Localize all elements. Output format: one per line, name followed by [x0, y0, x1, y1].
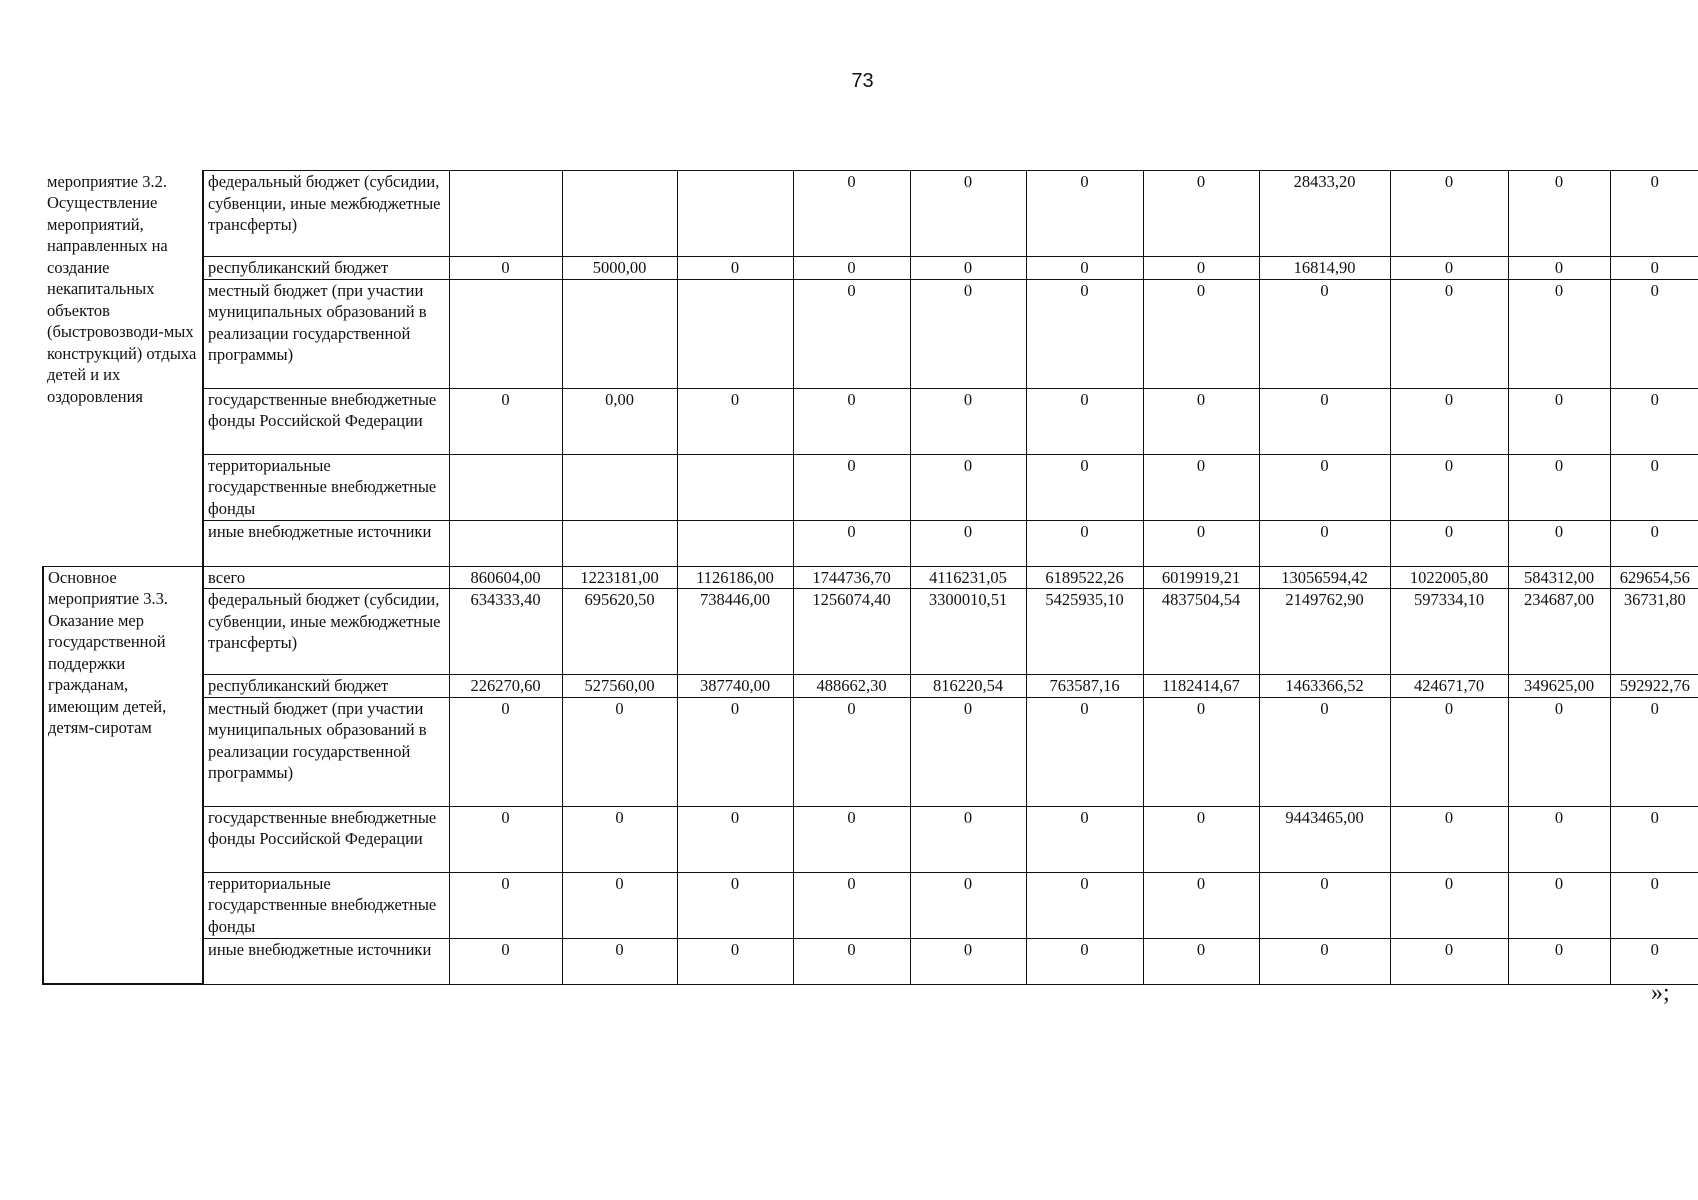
value-cell: 0	[1259, 520, 1390, 566]
value-cell: 0	[910, 872, 1026, 938]
value-cell: 584312,00	[1508, 566, 1610, 589]
value-cell: 0	[449, 938, 562, 984]
value-cell: 0	[1610, 454, 1698, 520]
value-cell: 0	[793, 279, 910, 388]
value-cell: 1182414,67	[1143, 675, 1259, 698]
value-cell: 13056594,42	[1259, 566, 1390, 589]
value-cell: 0	[1143, 257, 1259, 280]
table-row	[43, 697, 1698, 806]
value-cell: 0	[1610, 806, 1698, 872]
table-row	[43, 257, 1698, 280]
value-cell: 0	[1259, 697, 1390, 806]
value-cell: 0	[910, 520, 1026, 566]
value-cell: 1744736,70	[793, 566, 910, 589]
value-cell: 0	[449, 697, 562, 806]
value-cell	[562, 520, 677, 566]
value-cell: 816220,54	[910, 675, 1026, 698]
value-cell	[562, 454, 677, 520]
value-cell: 1223181,00	[562, 566, 677, 589]
value-cell: 3300010,51	[910, 589, 1026, 675]
funding-source-cell: федеральный бюджет (субсидии, субвенции, иные межбюджетные трансферты)	[203, 171, 449, 257]
funding-source-cell: государственные внебюджетные фонды Российской Федерации	[203, 806, 449, 872]
value-cell	[449, 454, 562, 520]
value-cell: 860604,00	[449, 566, 562, 589]
value-cell: 0	[562, 938, 677, 984]
value-cell: 424671,70	[1390, 675, 1508, 698]
value-cell: 0	[677, 388, 793, 454]
value-cell: 597334,10	[1390, 589, 1508, 675]
value-cell: 695620,50	[562, 589, 677, 675]
table-row	[43, 520, 1698, 566]
value-cell: 0	[1259, 872, 1390, 938]
value-cell: 0	[1508, 171, 1610, 257]
value-cell: 0	[562, 872, 677, 938]
value-cell: 349625,00	[1508, 675, 1610, 698]
value-cell: 0	[562, 806, 677, 872]
value-cell: 0	[1390, 257, 1508, 280]
value-cell: 0	[1508, 279, 1610, 388]
value-cell: 0	[1143, 938, 1259, 984]
value-cell: 634333,40	[449, 589, 562, 675]
value-cell: 0	[910, 388, 1026, 454]
value-cell: 1022005,80	[1390, 566, 1508, 589]
measure-name-cell: мероприятие 3.2. Осуществление мероприятий, направленных на создание некапитальных объектов (быстровозводи-мых конструкций) отдыха детей и их оздоровления	[43, 171, 203, 567]
value-cell	[677, 171, 793, 257]
value-cell: 0	[1390, 520, 1508, 566]
value-cell: 4116231,05	[910, 566, 1026, 589]
value-cell: 0	[1508, 257, 1610, 280]
value-cell: 0	[1143, 454, 1259, 520]
value-cell: 1126186,00	[677, 566, 793, 589]
measure-name-cell: Основное мероприятие 3.3. Оказание мер государственной поддержки гражданам, имеющим детей, детям-сиротам	[43, 566, 203, 984]
funding-source-cell: государственные внебюджетные фонды Российской Федерации	[203, 388, 449, 454]
value-cell: 0	[793, 520, 910, 566]
value-cell: 0	[1143, 872, 1259, 938]
value-cell: 0	[793, 257, 910, 280]
value-cell: 36731,80	[1610, 589, 1698, 675]
table-row	[43, 938, 1698, 984]
value-cell: 0	[1508, 454, 1610, 520]
value-cell: 0	[1390, 697, 1508, 806]
value-cell: 0	[677, 938, 793, 984]
value-cell: 0	[793, 938, 910, 984]
table-row	[43, 675, 1698, 698]
value-cell: 0	[910, 171, 1026, 257]
budget-table	[42, 170, 1698, 985]
value-cell: 0	[910, 938, 1026, 984]
value-cell: 0	[1610, 171, 1698, 257]
table-row	[43, 806, 1698, 872]
table-row	[43, 279, 1698, 388]
value-cell: 0	[1143, 520, 1259, 566]
page-number: 73	[851, 70, 874, 92]
value-cell: 2149762,90	[1259, 589, 1390, 675]
value-cell: 226270,60	[449, 675, 562, 698]
value-cell: 0	[910, 454, 1026, 520]
value-cell: 0	[1026, 171, 1143, 257]
value-cell: 0	[1508, 388, 1610, 454]
value-cell: 0	[1026, 938, 1143, 984]
value-cell: 234687,00	[1508, 589, 1610, 675]
table-row	[43, 872, 1698, 938]
value-cell: 0	[1610, 279, 1698, 388]
value-cell: 0	[1026, 697, 1143, 806]
value-cell: 16814,90	[1259, 257, 1390, 280]
value-cell: 0	[1259, 454, 1390, 520]
value-cell: 0	[677, 872, 793, 938]
value-cell: 0	[449, 388, 562, 454]
value-cell	[562, 171, 677, 257]
value-cell: 0	[1390, 171, 1508, 257]
value-cell: 0	[1143, 171, 1259, 257]
funding-source-cell: территориальные государственные внебюджетные фонды	[203, 454, 449, 520]
value-cell: 6019919,21	[1143, 566, 1259, 589]
funding-source-cell: территориальные государственные внебюджетные фонды	[203, 872, 449, 938]
value-cell: 0	[793, 697, 910, 806]
value-cell: 0	[1610, 938, 1698, 984]
value-cell	[677, 454, 793, 520]
value-cell: 0	[1508, 520, 1610, 566]
value-cell: 0	[1610, 520, 1698, 566]
value-cell: 5000,00	[562, 257, 677, 280]
value-cell: 0	[793, 806, 910, 872]
value-cell: 0	[1026, 257, 1143, 280]
value-cell: 0	[677, 697, 793, 806]
value-cell: 5425935,10	[1026, 589, 1143, 675]
value-cell: 0	[1026, 454, 1143, 520]
value-cell: 0	[1390, 388, 1508, 454]
value-cell: 0	[1610, 872, 1698, 938]
value-cell	[677, 520, 793, 566]
value-cell: 0	[1390, 938, 1508, 984]
value-cell	[677, 279, 793, 388]
value-cell: 0	[1610, 697, 1698, 806]
value-cell: 0	[449, 806, 562, 872]
value-cell: 0	[677, 806, 793, 872]
value-cell: 0	[1508, 806, 1610, 872]
value-cell: 0	[793, 872, 910, 938]
funding-source-cell: местный бюджет (при участии муниципальных образований в реализации государственной программы)	[203, 279, 449, 388]
value-cell: 0	[449, 257, 562, 280]
value-cell	[449, 520, 562, 566]
table-row	[43, 388, 1698, 454]
value-cell	[449, 171, 562, 257]
table-row	[43, 171, 1698, 257]
value-cell: 0	[1026, 872, 1143, 938]
value-cell: 0	[1390, 806, 1508, 872]
value-cell: 0	[1390, 454, 1508, 520]
value-cell: 0	[562, 697, 677, 806]
value-cell: 629654,56	[1610, 566, 1698, 589]
table-row	[43, 454, 1698, 520]
funding-source-cell: иные внебюджетные источники	[203, 938, 449, 984]
value-cell: 0	[1259, 279, 1390, 388]
value-cell: 0	[1390, 872, 1508, 938]
value-cell: 0	[793, 454, 910, 520]
funding-source-cell: иные внебюджетные источники	[203, 520, 449, 566]
value-cell: 0	[910, 806, 1026, 872]
table-row	[43, 589, 1698, 675]
value-cell: 0	[1508, 872, 1610, 938]
value-cell: 0	[1026, 806, 1143, 872]
value-cell	[562, 279, 677, 388]
funding-source-cell: местный бюджет (при участии муниципальных образований в реализации государственной программы)	[203, 697, 449, 806]
value-cell: 0,00	[562, 388, 677, 454]
value-cell: 1463366,52	[1259, 675, 1390, 698]
value-cell: 527560,00	[562, 675, 677, 698]
value-cell: 0	[449, 872, 562, 938]
value-cell: 0	[793, 171, 910, 257]
value-cell: 0	[1143, 697, 1259, 806]
funding-source-cell: республиканский бюджет	[203, 257, 449, 280]
funding-source-cell: республиканский бюджет	[203, 675, 449, 698]
value-cell: 738446,00	[677, 589, 793, 675]
value-cell: 0	[677, 257, 793, 280]
value-cell: 1256074,40	[793, 589, 910, 675]
value-cell: 0	[910, 279, 1026, 388]
value-cell: 0	[793, 388, 910, 454]
value-cell: 9443465,00	[1259, 806, 1390, 872]
funding-source-cell: федеральный бюджет (субсидии, субвенции, иные межбюджетные трансферты)	[203, 589, 449, 675]
value-cell: 0	[910, 697, 1026, 806]
value-cell: 4837504,54	[1143, 589, 1259, 675]
value-cell: 0	[1610, 388, 1698, 454]
closing-quote-mark: »;	[1651, 980, 1670, 1006]
value-cell: 28433,20	[1259, 171, 1390, 257]
value-cell: 0	[1508, 697, 1610, 806]
value-cell: 0	[1259, 388, 1390, 454]
table-row	[43, 566, 1698, 589]
value-cell: 0	[1143, 806, 1259, 872]
value-cell: 0	[1026, 388, 1143, 454]
value-cell: 763587,16	[1026, 675, 1143, 698]
value-cell: 488662,30	[793, 675, 910, 698]
value-cell: 0	[910, 257, 1026, 280]
value-cell: 0	[1143, 388, 1259, 454]
value-cell: 0	[1508, 938, 1610, 984]
value-cell: 0	[1259, 938, 1390, 984]
value-cell: 592922,76	[1610, 675, 1698, 698]
funding-source-cell: всего	[203, 566, 449, 589]
value-cell: 0	[1143, 279, 1259, 388]
value-cell	[449, 279, 562, 388]
value-cell: 0	[1026, 520, 1143, 566]
value-cell: 387740,00	[677, 675, 793, 698]
value-cell: 0	[1610, 257, 1698, 280]
value-cell: 0	[1390, 279, 1508, 388]
value-cell: 6189522,26	[1026, 566, 1143, 589]
value-cell: 0	[1026, 279, 1143, 388]
